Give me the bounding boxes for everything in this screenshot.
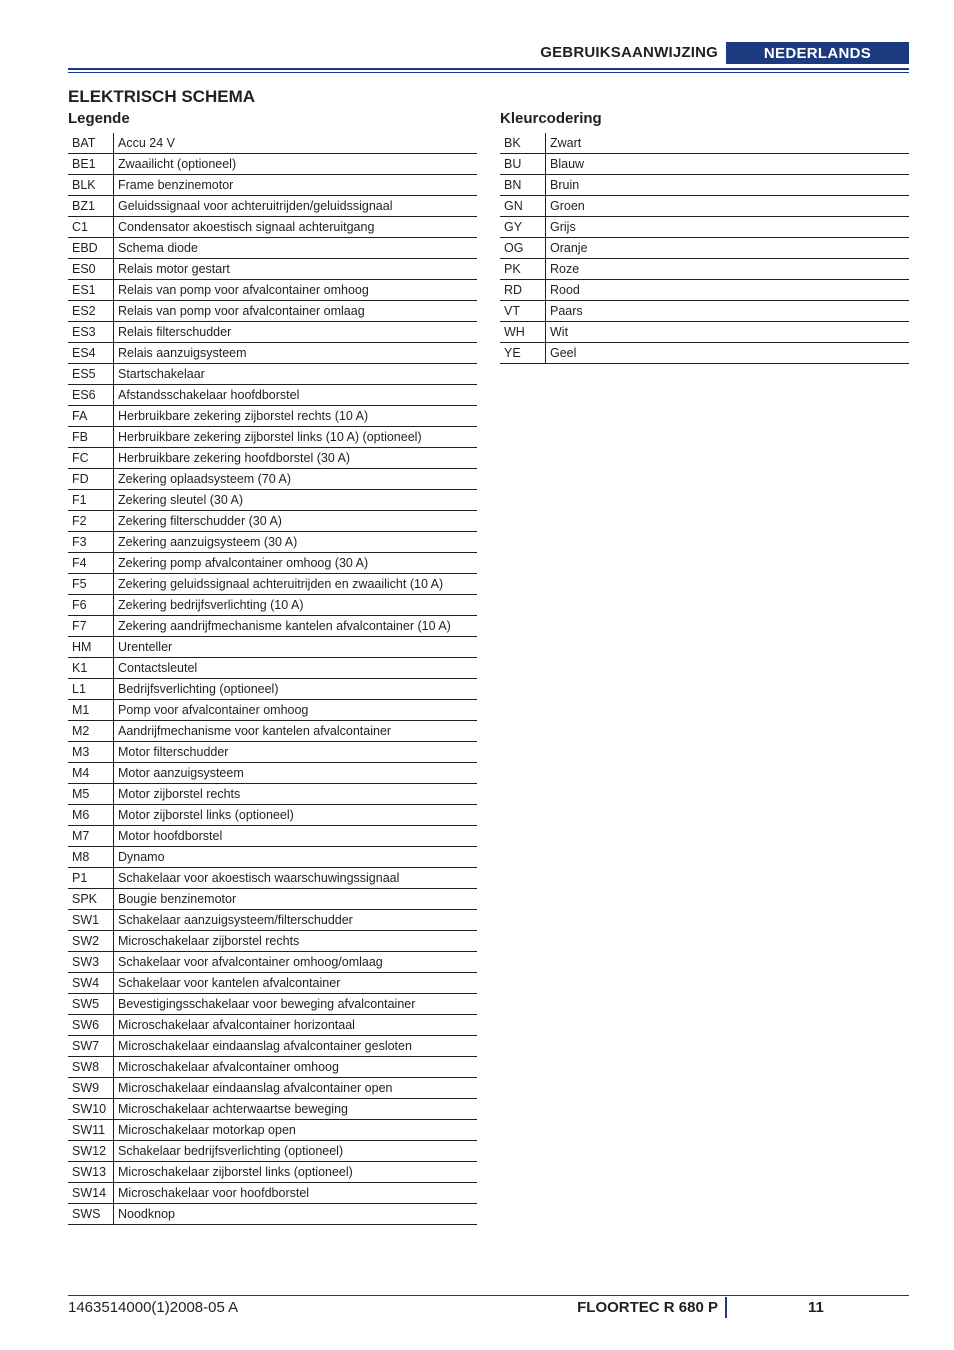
legend-row (68, 1141, 477, 1162)
legend-row-description: Schakelaar voor akoestisch waarschuwingssignaal (114, 868, 478, 889)
legend-row (68, 826, 477, 847)
color-row-code: BU (500, 154, 546, 175)
legend-row-description: Zekering aandrijfmechanisme kantelen afvalcontainer (10 A) (114, 616, 478, 637)
legend-row-code: M5 (68, 784, 114, 805)
legend-row (68, 616, 477, 637)
legend-row-code: SW12 (68, 1141, 114, 1162)
legend-row (68, 847, 477, 868)
legend-row (68, 469, 477, 490)
legend-row-code: ES4 (68, 343, 114, 364)
legend-row (68, 343, 477, 364)
color-row (500, 175, 909, 196)
legend-row-description: Herbruikbare zekering hoofdborstel (30 A) (114, 448, 478, 469)
legend-row-code: BE1 (68, 154, 114, 175)
legend-row-description: Relais aanzuigsysteem (114, 343, 478, 364)
legend-row (68, 1162, 477, 1183)
color-row-description: Blauw (546, 154, 910, 175)
color-row-description: Geel (546, 343, 910, 364)
legend-row-description: Geluidssignaal voor achteruitrijden/geluidssignaal (114, 196, 478, 217)
legend-row (68, 1099, 477, 1120)
color-row-description: Groen (546, 196, 910, 217)
legend-row-description: Zekering pomp afvalcontainer omhoog (30 A) (114, 553, 478, 574)
legend-row (68, 301, 477, 322)
legend-row-code: SW9 (68, 1078, 114, 1099)
legend-row-description: Bedrijfsverlichting (optioneel) (114, 679, 478, 700)
legend-row-code: ES5 (68, 364, 114, 385)
legend-row-description: Zekering aanzuigsysteem (30 A) (114, 532, 478, 553)
header-manual-label: GEBRUIKSAANWIJZING (540, 44, 718, 61)
color-row (500, 322, 909, 343)
legend-row (68, 910, 477, 931)
color-row-description: Rood (546, 280, 910, 301)
legend-row-code: M8 (68, 847, 114, 868)
legend-row (68, 721, 477, 742)
legend-row (68, 532, 477, 553)
legend-row (68, 322, 477, 343)
legend-row-description: Motor zijborstel links (optioneel) (114, 805, 478, 826)
legend-row-code: L1 (68, 679, 114, 700)
legend-row (68, 679, 477, 700)
legend-row-description: Schakelaar voor afvalcontainer omhoog/omlaag (114, 952, 478, 973)
legend-row (68, 952, 477, 973)
color-row-code: VT (500, 301, 546, 322)
legend-row-code: M7 (68, 826, 114, 847)
legend-row (68, 238, 477, 259)
legend-row-code: SW8 (68, 1057, 114, 1078)
legend-row (68, 574, 477, 595)
legend-row (68, 742, 477, 763)
legend-row-code: SWS (68, 1204, 114, 1225)
legend-row-description: Schakelaar bedrijfsverlichting (optioneel) (114, 1141, 478, 1162)
legend-row-code: ES0 (68, 259, 114, 280)
color-row-code: RD (500, 280, 546, 301)
legend-row-code: P1 (68, 868, 114, 889)
legend-row (68, 1204, 477, 1225)
legend-row (68, 427, 477, 448)
legend-row-description: Noodknop (114, 1204, 478, 1225)
legend-row-code: F1 (68, 490, 114, 511)
color-coding-title: Kleurcodering (500, 110, 602, 127)
legend-row (68, 700, 477, 721)
color-row (500, 238, 909, 259)
legend-row-description: Microschakelaar zijborstel links (optioneel) (114, 1162, 478, 1183)
legend-row-code: ES6 (68, 385, 114, 406)
legend-row (68, 553, 477, 574)
legend-row (68, 217, 477, 238)
legend-row-code: M1 (68, 700, 114, 721)
legend-row-code: F5 (68, 574, 114, 595)
legend-row (68, 973, 477, 994)
legend-row-code: ES2 (68, 301, 114, 322)
color-row-code: BK (500, 133, 546, 154)
footer-rule (68, 1295, 909, 1296)
legend-row (68, 784, 477, 805)
legend-row (68, 175, 477, 196)
legend-row-description: Motor aanzuigsysteem (114, 763, 478, 784)
color-row (500, 217, 909, 238)
color-coding-table (500, 133, 909, 364)
legend-row-code: C1 (68, 217, 114, 238)
legend-row-description: Afstandsschakelaar hoofdborstel (114, 385, 478, 406)
legend-row (68, 889, 477, 910)
color-row-code: OG (500, 238, 546, 259)
legend-row-description: Motor filterschudder (114, 742, 478, 763)
legend-row-code: F7 (68, 616, 114, 637)
legend-row-code: SW10 (68, 1099, 114, 1120)
color-row-description: Zwart (546, 133, 910, 154)
legend-row-description: Accu 24 V (114, 133, 478, 154)
legend-row-code: M4 (68, 763, 114, 784)
legend-title: Legende (68, 110, 130, 127)
legend-row-description: Motor zijborstel rechts (114, 784, 478, 805)
legend-row-description: Microschakelaar achterwaartse beweging (114, 1099, 478, 1120)
header-language-badge: NEDERLANDS (726, 42, 909, 64)
legend-row (68, 658, 477, 679)
color-row (500, 280, 909, 301)
legend-row-description: Herbruikbare zekering zijborstel rechts (10 A) (114, 406, 478, 427)
legend-row-code: SPK (68, 889, 114, 910)
legend-row-code: FD (68, 469, 114, 490)
legend-row-code: SW13 (68, 1162, 114, 1183)
legend-row (68, 448, 477, 469)
legend-row-code: FA (68, 406, 114, 427)
legend-row (68, 154, 477, 175)
color-row-description: Bruin (546, 175, 910, 196)
color-row-code: BN (500, 175, 546, 196)
color-row (500, 154, 909, 175)
color-row-description: Wit (546, 322, 910, 343)
legend-row-description: Zwaailicht (optioneel) (114, 154, 478, 175)
footer-divider-bar (725, 1297, 727, 1318)
legend-row (68, 595, 477, 616)
color-row-code: GN (500, 196, 546, 217)
color-row-description: Roze (546, 259, 910, 280)
legend-row-code: BLK (68, 175, 114, 196)
header-rule-thick (68, 68, 909, 70)
legend-row (68, 1057, 477, 1078)
legend-row-code: F3 (68, 532, 114, 553)
color-row-code: GY (500, 217, 546, 238)
legend-row-description: Schakelaar aanzuigsysteem/filterschudder (114, 910, 478, 931)
legend-row-code: SW11 (68, 1120, 114, 1141)
legend-row-code: EBD (68, 238, 114, 259)
color-row (500, 196, 909, 217)
color-row-description: Paars (546, 301, 910, 322)
legend-row (68, 637, 477, 658)
color-row-description: Oranje (546, 238, 910, 259)
legend-row-code: SW2 (68, 931, 114, 952)
legend-row (68, 1183, 477, 1204)
color-row-description: Grijs (546, 217, 910, 238)
legend-row-description: Startschakelaar (114, 364, 478, 385)
legend-row (68, 490, 477, 511)
legend-row (68, 406, 477, 427)
legend-row-description: Urenteller (114, 637, 478, 658)
section-title: ELEKTRISCH SCHEMA (68, 87, 256, 106)
legend-row-description: Dynamo (114, 847, 478, 868)
legend-row (68, 1015, 477, 1036)
legend-row-code: K1 (68, 658, 114, 679)
legend-row (68, 196, 477, 217)
legend-row-code: M3 (68, 742, 114, 763)
legend-row-code: SW3 (68, 952, 114, 973)
legend-row-code: M2 (68, 721, 114, 742)
legend-row (68, 385, 477, 406)
legend-row-code: F6 (68, 595, 114, 616)
legend-row (68, 133, 477, 154)
color-row (500, 259, 909, 280)
legend-row-description: Relais motor gestart (114, 259, 478, 280)
legend-row-code: HM (68, 637, 114, 658)
legend-row-code: F4 (68, 553, 114, 574)
legend-row-description: Zekering filterschudder (30 A) (114, 511, 478, 532)
legend-row-code: ES1 (68, 280, 114, 301)
legend-row-description: Zekering oplaadsysteem (70 A) (114, 469, 478, 490)
legend-row-code: SW7 (68, 1036, 114, 1057)
legend-row-code: FB (68, 427, 114, 448)
color-row-code: WH (500, 322, 546, 343)
legend-row-description: Bevestigingsschakelaar voor beweging afvalcontainer (114, 994, 478, 1015)
legend-row-code: FC (68, 448, 114, 469)
legend-row-description: Microschakelaar motorkap open (114, 1120, 478, 1141)
color-coding-table-body (500, 133, 909, 364)
legend-table (68, 133, 477, 1225)
legend-row (68, 931, 477, 952)
legend-row-description: Pomp voor afvalcontainer omhoog (114, 700, 478, 721)
legend-row-description: Microschakelaar eindaanslag afvalcontainer gesloten (114, 1036, 478, 1057)
legend-row-description: Motor hoofdborstel (114, 826, 478, 847)
legend-row-description: Relais van pomp voor afvalcontainer omlaag (114, 301, 478, 322)
legend-row (68, 1036, 477, 1057)
legend-row (68, 805, 477, 826)
legend-row-description: Schema diode (114, 238, 478, 259)
legend-row-description: Microschakelaar eindaanslag afvalcontainer open (114, 1078, 478, 1099)
color-row (500, 133, 909, 154)
footer-document-number: 1463514000(1)2008-05 A (68, 1299, 239, 1316)
legend-row-description: Bougie benzinemotor (114, 889, 478, 910)
legend-row (68, 259, 477, 280)
legend-row-description: Microschakelaar afvalcontainer omhoog (114, 1057, 478, 1078)
legend-row (68, 1120, 477, 1141)
legend-row-code: BZ1 (68, 196, 114, 217)
legend-table-body (68, 133, 477, 1225)
legend-row (68, 280, 477, 301)
legend-row-code: SW1 (68, 910, 114, 931)
legend-row-description: Microschakelaar voor hoofdborstel (114, 1183, 478, 1204)
legend-row-description: Aandrijfmechanisme voor kantelen afvalcontainer (114, 721, 478, 742)
legend-row (68, 511, 477, 532)
color-row-code: PK (500, 259, 546, 280)
header-rule-thin (68, 72, 909, 73)
legend-row-description: Zekering geluidssignaal achteruitrijden en zwaailicht (10 A) (114, 574, 478, 595)
legend-row-code: SW6 (68, 1015, 114, 1036)
footer-product-name: FLOORTEC R 680 P (577, 1299, 718, 1316)
legend-row-code: SW4 (68, 973, 114, 994)
legend-row-description: Zekering sleutel (30 A) (114, 490, 478, 511)
legend-row (68, 763, 477, 784)
legend-row-description: Frame benzinemotor (114, 175, 478, 196)
legend-row-description: Relais filterschudder (114, 322, 478, 343)
legend-row (68, 1078, 477, 1099)
footer-page-number: 11 (808, 1299, 824, 1316)
legend-row-description: Microschakelaar zijborstel rechts (114, 931, 478, 952)
legend-row (68, 994, 477, 1015)
legend-row-code: F2 (68, 511, 114, 532)
legend-row-description: Microschakelaar afvalcontainer horizontaal (114, 1015, 478, 1036)
legend-row-description: Contactsleutel (114, 658, 478, 679)
legend-row-description: Herbruikbare zekering zijborstel links (10 A) (optioneel) (114, 427, 478, 448)
legend-row-code: SW14 (68, 1183, 114, 1204)
legend-row-description: Condensator akoestisch signaal achteruitgang (114, 217, 478, 238)
legend-row-code: SW5 (68, 994, 114, 1015)
legend-row-description: Relais van pomp voor afvalcontainer omhoog (114, 280, 478, 301)
legend-row-code: ES3 (68, 322, 114, 343)
color-row (500, 301, 909, 322)
legend-row (68, 868, 477, 889)
color-row (500, 343, 909, 364)
color-row-code: YE (500, 343, 546, 364)
legend-row-description: Zekering bedrijfsverlichting (10 A) (114, 595, 478, 616)
legend-row (68, 364, 477, 385)
legend-row-description: Schakelaar voor kantelen afvalcontainer (114, 973, 478, 994)
legend-row-code: M6 (68, 805, 114, 826)
legend-row-code: BAT (68, 133, 114, 154)
